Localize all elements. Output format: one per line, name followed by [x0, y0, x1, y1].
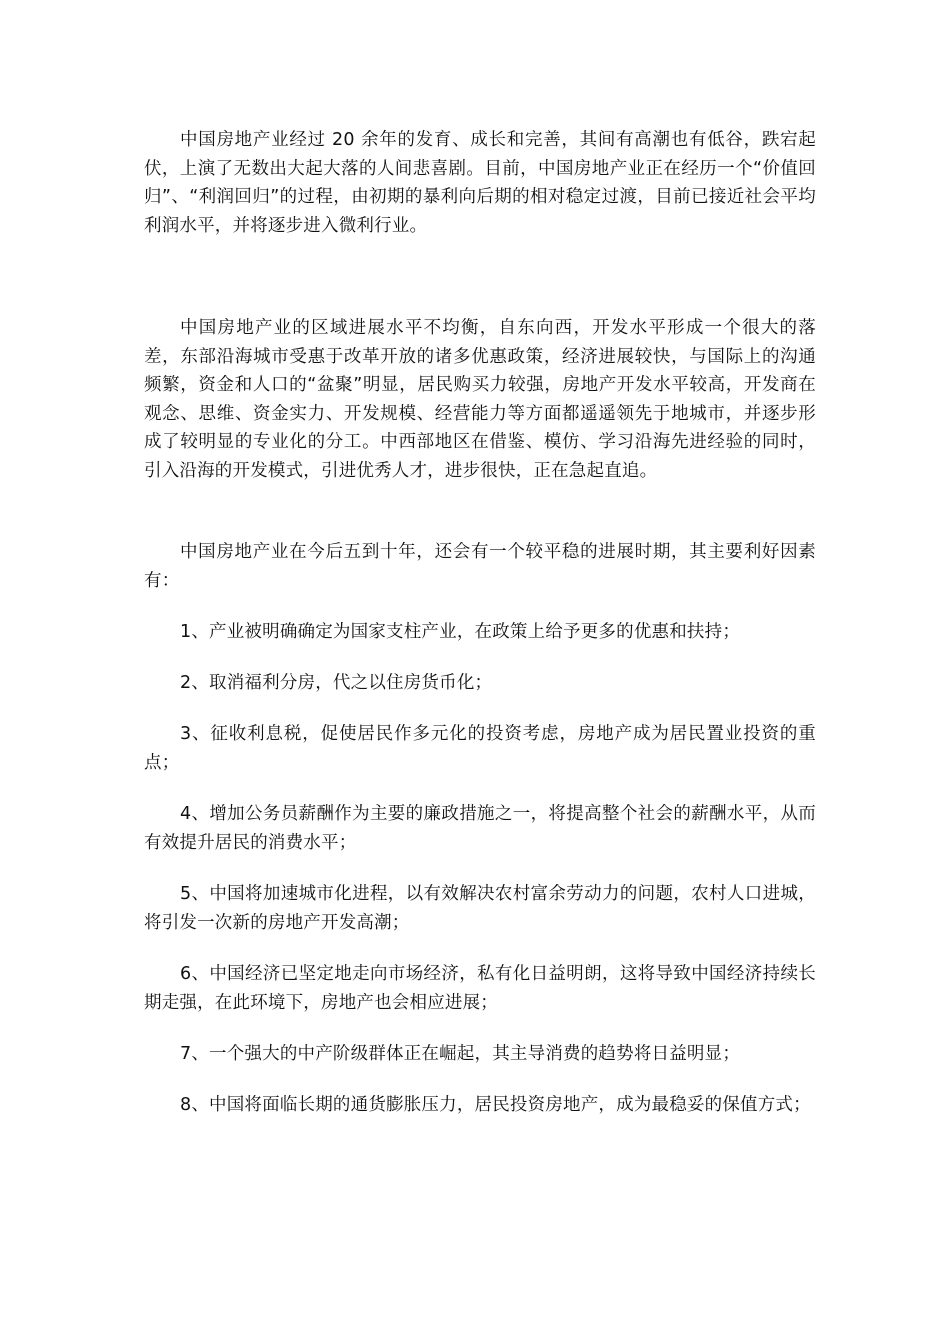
- list-item-factor-4: 4、增加公务员薪酬作为主要的廉政措施之一，将提高整个社会的薪酬水平，从而有效提升居民的消费水平；: [144, 804, 816, 853]
- list-item-factor-2: 2、取消福利分房，代之以住房货币化；: [180, 673, 493, 693]
- paragraph-outlook-intro: 中国房地产业在今后五到十年，还会有一个较平稳的进展时期，其主要利好因素有：: [144, 542, 816, 591]
- paragraph-industry-overview: 中国房地产业经过 20 余年的发育、成长和完善，其间有高潮也有低谷，跌宕起伏，上演了无数出大起大落的人间悲喜剧。目前，中国房地产业正在经历一个“价值回归”、“利润回归”的过程，由初期的暴利向后期的相对稳定过渡，目前已接近社会平均利润水平，并将逐步进入微利行业。: [144, 130, 816, 236]
- paragraph-regional-development: 中国房地产业的区域进展水平不均衡，自东向西，开发水平形成一个很大的落差，东部沿海城市受惠于改革开放的诸多优惠政策，经济进展较快，与国际上的沟通频繁，资金和人口的“盆聚”明显，居民购买力较强，房地产开发水平较高，开发商在观念、思维、资金实力、开发规模、经营能力等方面都遥遥领先于地城市，并逐步形成了较明显的专业化的分工。中西部地区在借鉴、模仿、学习沿海先进经验的同时，引入沿海的开发模式，引进优秀人才，进步很快，正在急起直追。: [144, 318, 816, 481]
- list-item-factor-3: 3、征收利息税，促使居民作多元化的投资考虑，房地产成为居民置业投资的重点；: [144, 724, 816, 773]
- list-item-factor-1: 1、产业被明确确定为国家支柱产业，在政策上给予更多的优惠和扶持；: [180, 622, 741, 642]
- list-item-factor-8: 8、中国将面临长期的通货膨胀压力，居民投资房地产，成为最稳妥的保值方式；: [180, 1095, 811, 1115]
- list-item-factor-7: 7、一个强大的中产阶级群体正在崛起，其主导消费的趋势将日益明显；: [180, 1044, 741, 1064]
- list-item-factor-6: 6、中国经济已坚定地走向市场经济，私有化日益明朗，这将导致中国经济持续长期走强，在此环境下，房地产也会相应进展；: [144, 964, 816, 1013]
- list-item-factor-5: 5、中国将加速城市化进程，以有效解决农村富余劳动力的问题，农村人口进城，将引发一次新的房地产开发高潮；: [144, 884, 816, 933]
